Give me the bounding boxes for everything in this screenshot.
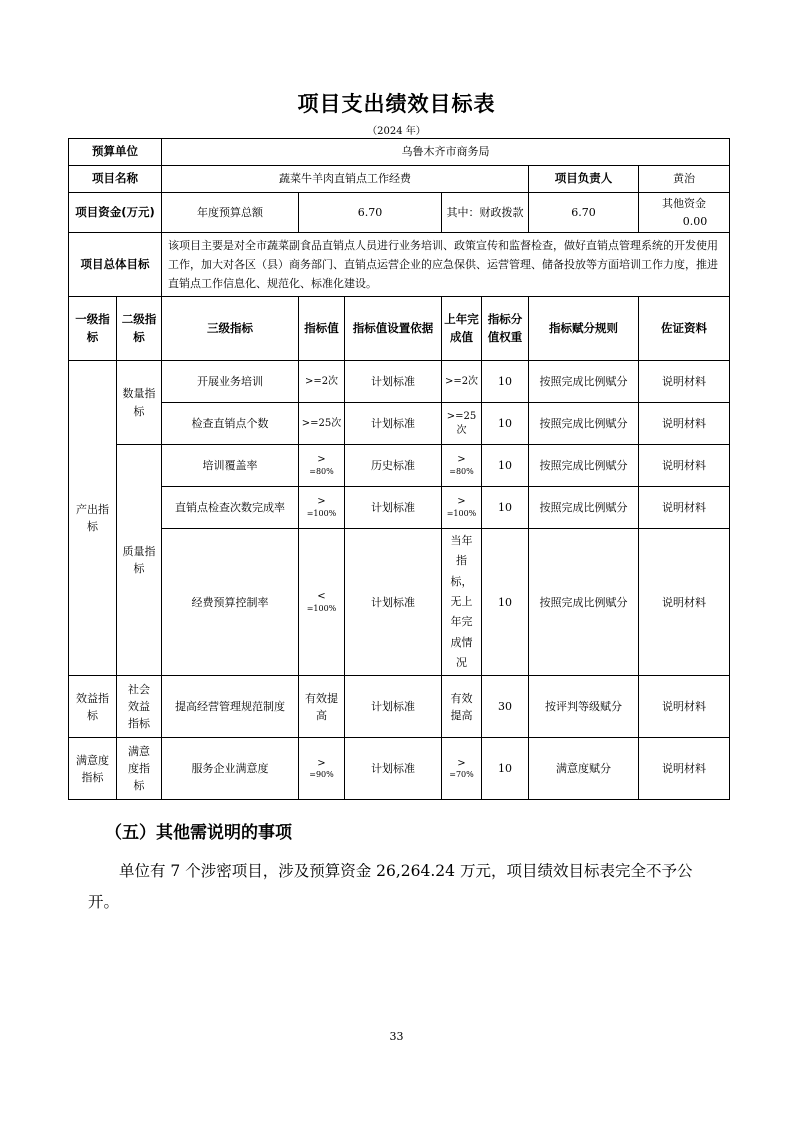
project-name-value: 蔬菜牛羊肉直销点工作经费 (162, 166, 529, 193)
last-operator: > (457, 496, 466, 508)
page-number: 33 (389, 1030, 404, 1043)
indicator-name: 服务企业满意度 (162, 738, 299, 800)
indicator-value: >=2次 (299, 361, 345, 403)
group-output: 产出指标 (69, 361, 117, 676)
indicator-evidence: 说明材料 (639, 403, 730, 445)
table-row (69, 403, 730, 445)
performance-target-table (68, 138, 730, 800)
header-value: 指标值 (299, 297, 345, 361)
indicator-basis: 计划标准 (345, 738, 442, 800)
indicator-last-year (442, 738, 482, 800)
value-number: =100% (306, 603, 337, 613)
table-row (69, 445, 730, 487)
value-operator: > (317, 757, 326, 769)
value-number: =80% (309, 466, 334, 476)
table-row (69, 738, 730, 800)
row-project-name (69, 166, 730, 193)
indicator-value (299, 445, 345, 487)
indicator-basis: 计划标准 (345, 676, 442, 738)
indicator-name: 经费预算控制率 (162, 529, 299, 676)
header-level2: 二级指标 (117, 297, 162, 361)
annual-budget-value: 6.70 (299, 193, 442, 233)
indicator-rule: 按评判等级赋分 (529, 676, 639, 738)
table-row (69, 487, 730, 529)
funds-label: 项目资金(万元) (69, 193, 162, 233)
group-satisfaction-sub: 满意度指标 (117, 738, 162, 800)
indicator-value: >=25次 (299, 403, 345, 445)
indicator-last-year (442, 487, 482, 529)
indicator-rule: 按照完成比例赋分 (529, 529, 639, 676)
project-name-label: 项目名称 (69, 166, 162, 193)
row-funds (69, 193, 730, 233)
page-title: 项目支出绩效目标表 (297, 92, 496, 116)
indicator-basis: 计划标准 (345, 361, 442, 403)
indicator-rule: 按照完成比例赋分 (529, 487, 639, 529)
row-overall-goal (69, 233, 730, 297)
header-level1: 一级指标 (69, 297, 117, 361)
group-benefit: 效益指标 (69, 676, 117, 738)
last-number: =80% (449, 466, 474, 476)
indicator-weight: 10 (482, 361, 529, 403)
indicator-weight: 30 (482, 676, 529, 738)
indicator-evidence: 说明材料 (639, 676, 730, 738)
indicator-evidence: 说明材料 (639, 361, 730, 403)
indicator-weight: 10 (482, 403, 529, 445)
indicator-name: 开展业务培训 (162, 361, 299, 403)
header-evidence: 佐证资料 (639, 297, 730, 361)
indicator-last-year (442, 445, 482, 487)
header-basis: 指标值设置依据 (345, 297, 442, 361)
indicator-last-year: >=2次 (442, 361, 482, 403)
indicator-name: 提高经营管理规范制度 (162, 676, 299, 738)
indicator-basis: 计划标准 (345, 529, 442, 676)
indicator-value (299, 529, 345, 676)
row-budget-unit (69, 139, 730, 166)
indicator-rule: 按照完成比例赋分 (529, 445, 639, 487)
indicator-basis: 计划标准 (345, 403, 442, 445)
table-row (69, 676, 730, 738)
indicator-evidence: 说明材料 (639, 487, 730, 529)
header-weight: 指标分值权重 (482, 297, 529, 361)
indicator-evidence: 说明材料 (639, 529, 730, 676)
other-funds-label: 其他资金 (662, 197, 707, 211)
year-subtitle: （2024 年） (367, 126, 426, 137)
indicator-weight: 10 (482, 738, 529, 800)
indicator-name: 检查直销点个数 (162, 403, 299, 445)
fiscal-label: 其中：财政拨款 (442, 193, 529, 233)
budget-unit-label: 预算单位 (69, 139, 162, 166)
indicator-rule: 满意度赋分 (529, 738, 639, 800)
group-social: 社会效益指标 (117, 676, 162, 738)
indicator-name: 培训覆盖率 (162, 445, 299, 487)
group-satisfaction: 满意度指标 (69, 738, 117, 800)
header-level3: 三级指标 (162, 297, 299, 361)
goal-text: 该项目主要是对全市蔬菜副食品直销点人员进行业务培训、政策宣传和监督检查，做好直销点管理系统的开发使用工作，加大对各区（县）商务部门、直销点运营企业的应急保供、运营管理、储备投放等方面培训工作力度，推进直销点工作信息化、规范化、标准化建设。 (162, 233, 730, 297)
annual-budget-label: 年度预算总额 (162, 193, 299, 233)
value-number: =100% (306, 508, 337, 518)
value-number: =90% (309, 770, 334, 780)
table-row (69, 529, 730, 676)
table-row (69, 361, 730, 403)
indicator-basis: 历史标准 (345, 445, 442, 487)
indicator-evidence: 说明材料 (639, 738, 730, 800)
header-rule: 指标赋分规则 (529, 297, 639, 361)
header-last-year: 上年完成值 (442, 297, 482, 361)
indicator-value (299, 487, 345, 529)
row-headers (69, 297, 730, 361)
last-number: =70% (449, 770, 474, 780)
last-operator: > (457, 757, 466, 769)
group-quality: 质量指标 (117, 445, 162, 676)
value-operator: < (317, 591, 326, 603)
indicator-weight: 10 (482, 529, 529, 676)
other-funds-value: 0.00 (682, 214, 708, 228)
value-operator: > (317, 496, 326, 508)
indicator-weight: 10 (482, 487, 529, 529)
last-operator: > (457, 454, 466, 466)
indicator-evidence: 说明材料 (639, 445, 730, 487)
last-number: =100% (446, 508, 477, 518)
indicator-basis: 计划标准 (345, 487, 442, 529)
fiscal-value: 6.70 (529, 193, 639, 233)
indicator-last-year: 当年指标，无上年完成情况 (442, 529, 482, 676)
indicator-rule: 按照完成比例赋分 (529, 403, 639, 445)
goal-label: 项目总体目标 (69, 233, 162, 297)
leader-label: 项目负责人 (529, 166, 639, 193)
indicator-value (299, 738, 345, 800)
indicator-last-year: >=25次 (442, 403, 482, 445)
body-paragraph: 单位有 7 个涉密项目，涉及预算资金 26,264.24 万元，项目绩效目标表完全不予公开。 (88, 862, 693, 911)
indicator-name: 直销点检查次数完成率 (162, 487, 299, 529)
section-title: （五）其他需说明的事项 (105, 823, 292, 843)
value-operator: > (317, 454, 326, 466)
indicator-last-year: 有效提高 (442, 676, 482, 738)
group-quantity: 数量指标 (117, 361, 162, 445)
indicator-weight: 10 (482, 445, 529, 487)
other-funds-cell (639, 193, 730, 233)
budget-unit-value: 乌鲁木齐市商务局 (162, 139, 730, 166)
indicator-rule: 按照完成比例赋分 (529, 361, 639, 403)
leader-value: 黄治 (639, 166, 730, 193)
indicator-value: 有效提高 (299, 676, 345, 738)
